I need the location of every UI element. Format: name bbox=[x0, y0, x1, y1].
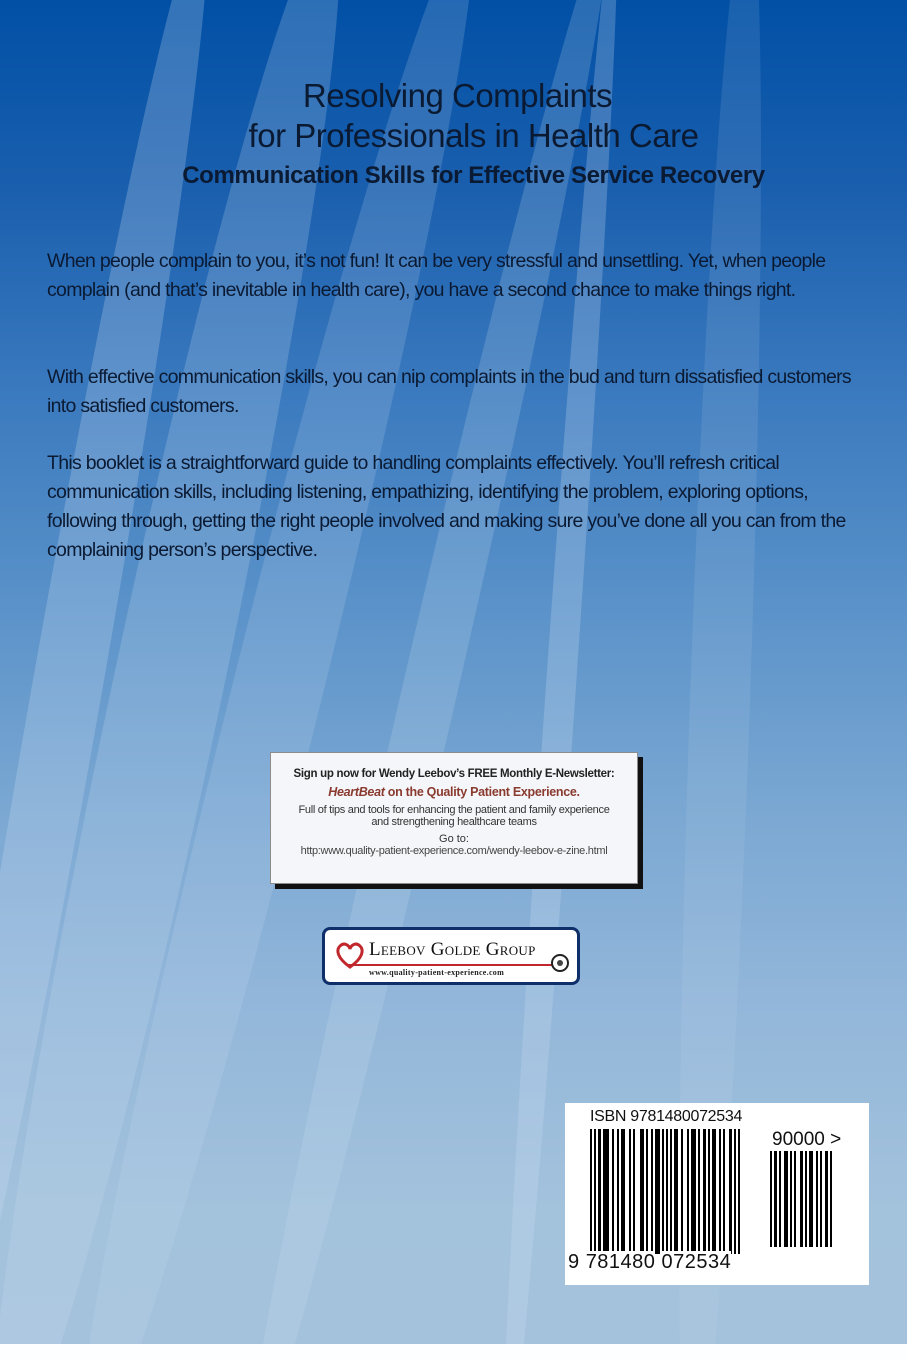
newsletter-go-to: Go to: bbox=[439, 833, 469, 845]
publisher-logo bbox=[322, 927, 580, 985]
logo-company-name: Leebov Golde Group bbox=[369, 939, 536, 960]
book-title-line2: for Professionals in Health Care bbox=[248, 117, 699, 154]
description-paragraph-3: This booklet is a straightforward guide to handling complaints effectively. You’ll refresh critical communication skills, including listening, empathizing, identifying the problem, exploring options, following through, getting the right people involved and making sure you’ve done all you can from the complaining person’s perspective. bbox=[47, 452, 846, 561]
newsletter-heading: Sign up now for Wendy Leebov’s FREE Monthly E-Newsletter: bbox=[293, 768, 615, 780]
isbn-label: ISBN 9781480072534 bbox=[590, 1108, 743, 1125]
target-icon bbox=[551, 954, 569, 972]
description-paragraph-1: When people complain to you, it’s not fun! It can be very stressful and unsettling. Yet, when people complain (and that’s inevitable in health care), you have a second chance to make things right. bbox=[47, 250, 826, 301]
barcode-main-bars bbox=[590, 1129, 750, 1254]
logo-url: www.quality-patient-experience.com bbox=[369, 968, 505, 977]
logo-underline bbox=[347, 964, 552, 966]
title-block bbox=[0, 76, 907, 194]
book-subtitle: Communication Skills for Effective Service Recovery bbox=[182, 162, 765, 189]
book-title-line1: Resolving Complaints bbox=[302, 77, 613, 114]
newsletter-name-rest: on the Quality Patient Experience. bbox=[384, 785, 580, 799]
newsletter-description-line2: and strengthening healthcare teams bbox=[371, 816, 537, 828]
newsletter-url-link[interactable]: http:www.quality-patient-experience.com/wendy-leebov-e-zine.html bbox=[300, 845, 608, 857]
newsletter-description-line1: Full of tips and tools for enhancing the patient and family experience bbox=[298, 804, 610, 816]
ean-digit-prefix: 9 bbox=[568, 1251, 580, 1273]
newsletter-description bbox=[271, 804, 637, 828]
ean-digits bbox=[568, 1251, 731, 1274]
barcode-addon-bars bbox=[770, 1151, 850, 1247]
ean-digits-left: 781480 bbox=[585, 1251, 656, 1273]
bottom-margin bbox=[0, 1344, 907, 1360]
description-paragraph-2: With effective communication skills, you can nip complaints in the bud and turn dissatisfied customers into satisfied customers. bbox=[47, 366, 851, 417]
isbn-barcode bbox=[565, 1103, 869, 1285]
newsletter-name bbox=[271, 785, 637, 799]
ean-digits-right: 072534 bbox=[661, 1251, 732, 1273]
newsletter-name-italic: HeartBeat bbox=[328, 785, 385, 799]
newsletter-box bbox=[270, 752, 638, 884]
price-code: 90000 > bbox=[772, 1129, 842, 1150]
